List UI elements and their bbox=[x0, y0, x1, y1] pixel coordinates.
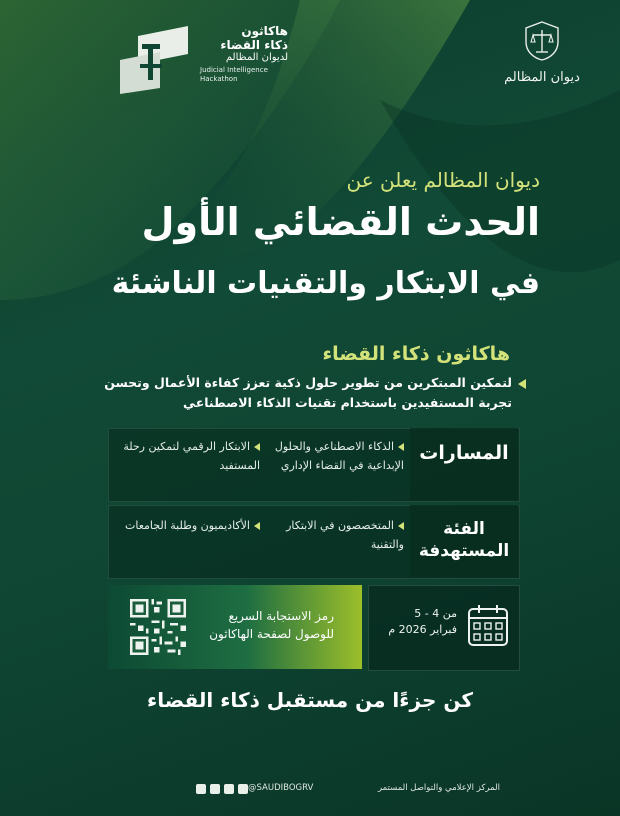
description bbox=[102, 373, 512, 413]
dates-line1: من 4 - 5 bbox=[414, 607, 457, 620]
slogan: كن جزءًا من مستقبل ذكاء القضاء bbox=[147, 688, 473, 712]
emblem-icon bbox=[522, 20, 562, 62]
bullet-triangle-icon bbox=[398, 443, 404, 451]
headline-line2: في الابتكار والتقنيات الناشئة bbox=[111, 266, 540, 301]
bullet-triangle-icon bbox=[518, 379, 526, 389]
track-item-1: الذكاء الاصطناعي والحلول الإبداعية في القضاء الإداري bbox=[274, 440, 404, 472]
hackathon-logo-org: لديوان المظالم bbox=[225, 52, 288, 63]
x-icon[interactable] bbox=[224, 784, 234, 794]
youtube-icon[interactable] bbox=[238, 784, 248, 794]
bullet-triangle-icon bbox=[398, 522, 404, 530]
audience-item-1: المتخصصون في الابتكار والتقنية bbox=[286, 519, 404, 551]
hackathon-logo bbox=[118, 22, 288, 112]
qr-box[interactable] bbox=[108, 585, 362, 669]
footer-org: المركز الإعلامي والتواصل المستمر bbox=[377, 783, 500, 793]
audience-item-2: الأكاديميون وطلبة الجامعات bbox=[120, 516, 260, 535]
social-icons bbox=[192, 784, 248, 795]
gavel-logo-mark bbox=[118, 24, 196, 94]
description-text: لتمكين المبتكرين من تطوير حلول ذكية تعزز كفاءة الأعمال وتحسن تجربة المستفيدين باستخدام تقنيات الذكاء الاصطناعي bbox=[104, 375, 512, 410]
snapchat-icon[interactable] bbox=[196, 784, 206, 794]
hackathon-name: هاكاثون ذكاء القضاء bbox=[322, 343, 510, 365]
hackathon-logo-title: هاكاثون bbox=[241, 24, 288, 38]
qr-code-icon[interactable] bbox=[130, 599, 186, 655]
bullet-triangle-icon bbox=[254, 522, 260, 530]
dates-box bbox=[368, 585, 520, 671]
board-of-grievances-name: ديوان المظالم bbox=[504, 70, 580, 85]
tracks-label: المسارات bbox=[410, 428, 518, 500]
headline-line1: الحدث القضائي الأول bbox=[141, 200, 540, 244]
board-of-grievances-logo bbox=[502, 20, 582, 106]
qr-text-line1: رمز الاستجابة السريع bbox=[228, 609, 334, 623]
track-item-2: الابتكار الرقمي لتمكين رحلة المستفيد bbox=[123, 440, 260, 472]
dates-line2: فبراير 2026 م bbox=[388, 623, 457, 636]
audience-label: الفئة المستهدفة bbox=[410, 505, 518, 577]
qr-text-line2: للوصول لصفحة الهاكاثون bbox=[209, 627, 334, 641]
announcement: ديوان المظالم يعلن عن bbox=[346, 168, 540, 192]
bullet-triangle-icon bbox=[254, 443, 260, 451]
social-handle[interactable]: @SAUDIBOGRV bbox=[248, 783, 314, 793]
hackathon-logo-subtitle: ذكاء القضاء bbox=[220, 38, 288, 52]
calendar-icon bbox=[467, 603, 509, 649]
hackathon-logo-english: Judicial Intelligence Hackathon bbox=[200, 66, 268, 83]
instagram-icon[interactable] bbox=[210, 784, 220, 794]
footer bbox=[190, 783, 500, 797]
